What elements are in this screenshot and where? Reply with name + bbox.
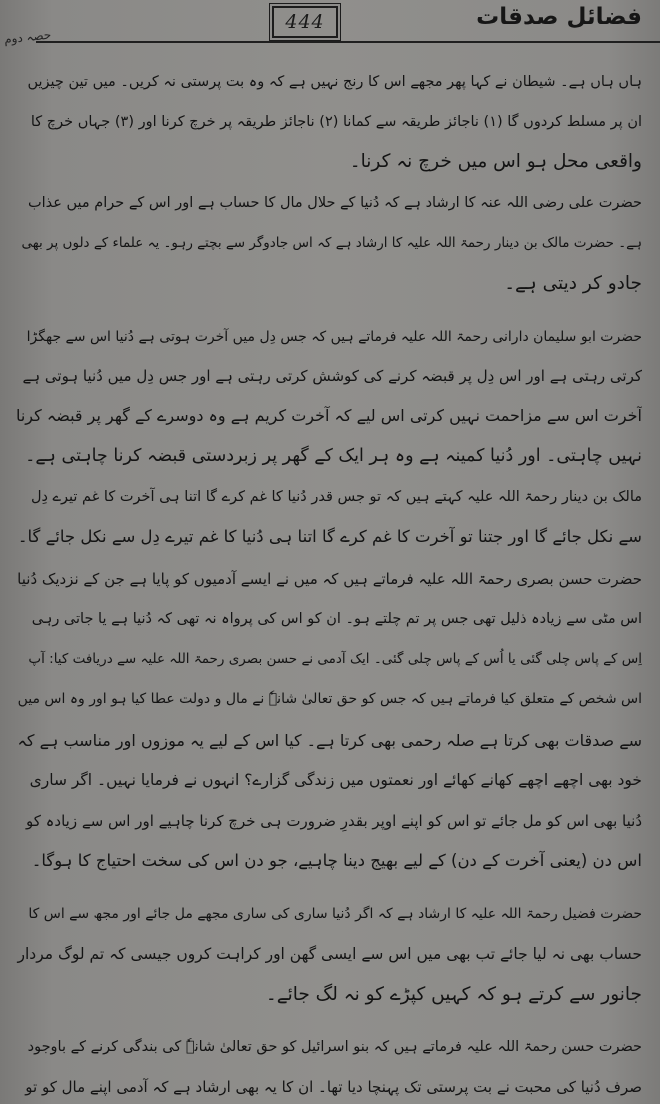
text-line: سے صدقات بھی کرتا ہے صلہ رحمی بھی کرتا ہے۔ کیا اس کے لیے یہ موزوں اور مناسب ہے کہ (17, 731, 642, 750)
text-line: حساب بھی نہ لیا جائے تب بھی میں اس سے ایسی گھن اور کراہت کروں جیسی کہ تم لوگ مردار (17, 945, 642, 963)
text-line: آخرت اس سے مزاحمت نہیں کرتی اس لیے کہ آخرت کریم ہے وہ دوسرے کے گھر پر قبضہ کرنا (15, 406, 642, 425)
text-line: اس مٹی سے زیادہ ذلیل تھی جس پر تم چلتے ہو۔ ان کو اس کی پرواہ نہ تھی کہ دُنیا ہے یا جاتی رہی (31, 611, 642, 627)
text-line: کرتی رہتی ہے اور اس دِل پر قبضہ کرنے کی کوشش کرتی رہتی ہے اور جس دِل میں دُنیا ہوتی ہے (22, 367, 642, 385)
text-line: حضرت حسن بصری رحمۃ اللہ علیہ فرماتے ہیں کہ میں نے ایسے آدمیوں کو پایا ہے جن کے نزدیک دُنیا (17, 570, 642, 588)
text-line: واقعی محل ہو اس میں خرچ نہ کرنا۔ (349, 151, 642, 172)
text-line: نہیں چاہتی۔ اور دُنیا کمینہ ہے وہ ہر ایک کے گھر پر زبردستی قبضہ کرنا چاہتی ہے۔ (25, 446, 642, 466)
text-line: اِس کے پاس چلی گئی یا اُس کے پاس چلی گئی۔ ایک آدمی نے حسن بصری رحمۃ اللہ علیہ سے دریافت کیا: آپ (28, 651, 642, 667)
text-line: اس دن (یعنی آخرت کے دن) کے لیے بھیج دینا چاہیے، جو دن اس کی سخت احتیاج کا ہوگا۔ (31, 851, 642, 870)
text-line: ان پر مسلط کردوں گا (۱) ناجائز طریقہ سے کمانا (۲) ناجائز طریقہ پر خرچ کرنا اور (۳) جہاں خرچ کا (30, 114, 642, 130)
text-line: مالک بن دینار رحمۃ اللہ علیہ کہتے ہیں کہ تو جس قدر دُنیا کا غم کرے گا اتنا ہی آخرت کا غم تیرے دِل (30, 489, 642, 505)
text-line: اس شخص کے متعلق کیا فرماتے ہیں کہ جس کو حق تعالیٰ شانہٗ نے مال و دولت عطا کیا ہو اور وہ اس میں (17, 691, 642, 707)
text-line: جادو کر دیتی ہے۔ (504, 273, 642, 294)
text-line: حضرت علی رضی اللہ عنہ کا ارشاد ہے کہ دُنیا کے حلال مال کا حساب ہے اور اس کے حرام میں عذاب (27, 195, 642, 211)
text-line: جانور سے کرتے ہو کہ کہیں کپڑے کو نہ لگ جائے۔ (265, 984, 642, 1005)
text-line: دُنیا بھی اس کو مل جائے تو اس کو اپنے اوپر بقدرِ ضرورت ہی خرچ کرنا چاہیے اور اس سے زیادہ کو (25, 812, 642, 830)
text-line: خود بھی اچھے اچھے کھانے کھائے اور نعمتوں میں زندگی گزارے؟ انہوں نے فرمایا نہیں۔ اگر ساری (29, 771, 642, 789)
page-number: 444 (272, 6, 338, 38)
section-label: حصہ دوم (3, 27, 52, 47)
text-line: حضرت فضیل رحمۃ اللہ علیہ کا ارشاد ہے کہ اگر دُنیا ساری کی ساری مجھے مل جائے اور مجھ سے اس کا (28, 906, 642, 922)
text-line: سے نکل جائے گا اور جتنا تو آخرت کا غم کرے گا اتنا ہی دُنیا کا غم تیرے دِل سے نکل جائے گا۔ (17, 527, 642, 546)
running-title: فضائل صدقات (476, 4, 642, 30)
text-line: صرف دُنیا کی محبت نے بت پرستی تک پہنچا دیا تھا۔ ان کا یہ بھی ارشاد ہے کہ آدمی اپنے مال کو تو (25, 1078, 642, 1096)
text-line: ہاں ہاں ہے۔ شیطان نے کہا پھر مجھے اس کا رنج نہیں ہے کہ وہ بت پرستی نہ کریں۔ میں تین چیزیں (27, 74, 642, 90)
text-line: ہے۔ حضرت مالک بن دینار رحمۃ اللہ علیہ کا ارشاد ہے کہ اس جادوگر سے بچتے رہو۔ یہ علماء کے دلوں پر بھی (21, 235, 642, 251)
text-line: حضرت حسن رحمۃ اللہ علیہ فرماتے ہیں کہ بنو اسرائیل کو حق تعالیٰ شانہٗ کی بندگی کرنے کے باوجود (27, 1039, 642, 1055)
text-line: حضرت ابو سلیمان دارانی رحمۃ اللہ علیہ فرماتے ہیں کہ جس دِل میں آخرت ہوتی ہے دُنیا اس سے جھگڑا (26, 329, 642, 345)
